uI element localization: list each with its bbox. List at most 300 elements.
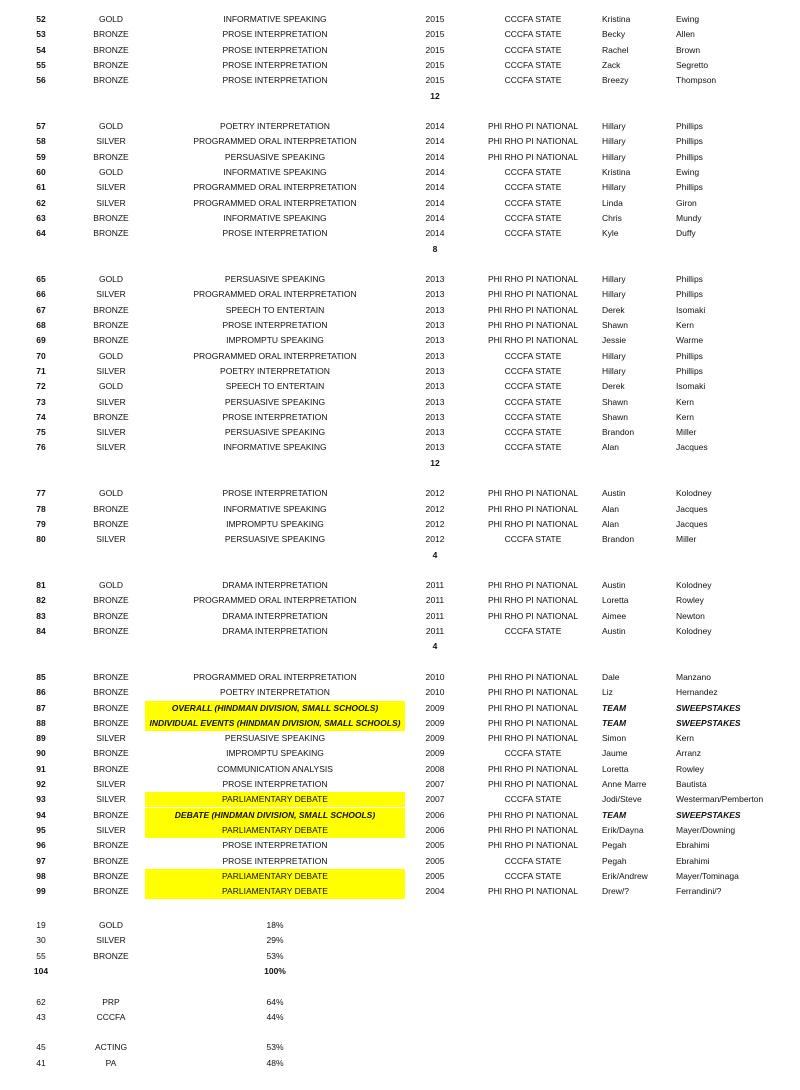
row-number: 92 xyxy=(36,779,46,789)
year-cell: 2013 xyxy=(425,289,445,300)
year-cell: 2013 xyxy=(425,320,445,330)
table-row xyxy=(0,165,800,180)
row-number: 66 xyxy=(36,289,46,300)
summary-percent: 18% xyxy=(266,920,284,930)
first-name-cell: Rachel xyxy=(602,44,629,55)
last-name-cell: Kern xyxy=(676,320,694,330)
year-cell: 2013 xyxy=(425,335,445,346)
first-name-cell: Kyle xyxy=(602,228,619,239)
table-row xyxy=(0,869,800,884)
summary-label: BRONZE xyxy=(93,950,129,961)
first-name-cell: Liz xyxy=(602,687,613,698)
competition-cell: CCCFA STATE xyxy=(504,855,562,866)
medal-cell: BRONZE xyxy=(93,809,129,820)
group-subtotal: 12 xyxy=(430,457,440,468)
first-name-cell: Alan xyxy=(602,518,620,529)
last-name-cell: Phillips xyxy=(676,136,703,147)
competition-cell: PHI RHO PI NATIONAL xyxy=(487,274,579,285)
row-number: 83 xyxy=(36,610,46,621)
competition-cell: CCCFA STATE xyxy=(504,44,562,55)
competition-cell: CCCFA STATE xyxy=(504,427,562,438)
competition-cell: CCCFA STATE xyxy=(504,75,562,86)
table-row xyxy=(0,364,800,379)
event-cell: POETRY INTERPRETATION xyxy=(220,687,330,698)
last-name-cell: Rowley xyxy=(676,763,704,774)
year-cell: 2011 xyxy=(425,580,445,591)
summary-label: CCCFA xyxy=(96,1011,126,1022)
last-name-cell: Segretto xyxy=(676,59,709,70)
table-row xyxy=(0,303,800,318)
first-name-cell: Pegah xyxy=(602,855,627,866)
competition-cell: PHI RHO PI NATIONAL xyxy=(487,717,579,728)
competition-cell: CCCFA STATE xyxy=(504,29,562,40)
summary-label: PA xyxy=(105,1057,117,1068)
row-number: 80 xyxy=(36,534,46,545)
row-number: 89 xyxy=(36,733,46,744)
first-name-cell: Linda xyxy=(602,197,623,208)
year-cell: 2010 xyxy=(425,671,445,682)
event-cell: INFORMATIVE SPEAKING xyxy=(223,167,327,177)
last-name-cell: Isomaki xyxy=(676,304,706,315)
medal-cell: SILVER xyxy=(96,442,126,453)
medal-cell: GOLD xyxy=(98,14,124,24)
summary-row xyxy=(0,964,800,979)
medal-cell: BRONZE xyxy=(93,671,129,682)
last-name-cell: SWEEPSTAKES xyxy=(676,809,741,820)
medal-cell: BRONZE xyxy=(93,29,129,40)
table-row xyxy=(0,333,800,348)
row-number: 79 xyxy=(36,518,46,529)
event-cell: SPEECH TO ENTERTAIN xyxy=(225,381,325,392)
medal-cell: SILVER xyxy=(96,289,126,300)
competition-cell: CCCFA STATE xyxy=(504,411,562,422)
first-name-cell: Erik/Andrew xyxy=(602,870,648,881)
event-cell: INDIVIDUAL EVENTS (HINDMAN DIVISION, SMALL SCHOOLS) xyxy=(145,716,405,731)
event-cell: PERSUASIVE SPEAKING xyxy=(224,396,326,407)
table-row xyxy=(0,395,800,410)
table-row xyxy=(0,670,800,685)
year-cell: 2014 xyxy=(425,136,445,147)
summary-count: 43 xyxy=(36,1011,46,1022)
competition-cell: CCCFA STATE xyxy=(504,794,562,805)
summary-percent: 64% xyxy=(266,996,284,1007)
competition-cell: PHI RHO PI NATIONAL xyxy=(487,687,579,698)
event-cell: PROGRAMMED ORAL INTERPRETATION xyxy=(193,197,357,208)
competition-cell: PHI RHO PI NATIONAL xyxy=(487,335,579,346)
table-row xyxy=(0,716,800,731)
first-name-cell: Jodi/Steve xyxy=(602,794,642,805)
year-cell: 2015 xyxy=(425,75,445,86)
event-cell: INFORMATIVE SPEAKING xyxy=(223,14,327,24)
table-row xyxy=(0,731,800,746)
event-cell: PROGRAMMED ORAL INTERPRETATION xyxy=(193,350,357,361)
competition-cell: PHI RHO PI NATIONAL xyxy=(487,151,579,162)
table-row xyxy=(0,180,800,195)
summary-count: 19 xyxy=(36,920,46,930)
year-cell: 2004 xyxy=(425,886,445,897)
row-number: 76 xyxy=(36,442,46,453)
event-cell: PROGRAMMED ORAL INTERPRETATION xyxy=(193,595,357,606)
medal-cell: SILVER xyxy=(96,396,126,407)
medal-cell: BRONZE xyxy=(93,75,129,86)
last-name-cell: Warme xyxy=(676,335,704,346)
last-name-cell: Miller xyxy=(676,534,697,545)
medal-cell: BRONZE xyxy=(93,304,129,315)
row-number: 71 xyxy=(36,365,46,376)
summary-percent: 48% xyxy=(266,1057,284,1068)
medal-cell: BRONZE xyxy=(93,717,129,728)
medal-cell: GOLD xyxy=(98,121,124,132)
competition-cell: PHI RHO PI NATIONAL xyxy=(487,304,579,315)
last-name-cell: Rowley xyxy=(676,595,704,606)
competition-cell: CCCFA STATE xyxy=(504,381,562,392)
competition-cell: CCCFA STATE xyxy=(504,167,562,177)
table-row xyxy=(0,318,800,333)
event-cell: PERSUASIVE SPEAKING xyxy=(224,534,326,545)
year-cell: 2007 xyxy=(425,779,445,789)
row-number: 73 xyxy=(36,396,46,407)
year-cell: 2011 xyxy=(425,626,445,636)
row-number: 62 xyxy=(36,197,46,208)
competition-cell: PHI RHO PI NATIONAL xyxy=(487,763,579,774)
competition-cell: CCCFA STATE xyxy=(504,197,562,208)
table-row xyxy=(0,349,800,364)
medal-cell: SILVER xyxy=(96,427,126,438)
row-number: 63 xyxy=(36,212,46,223)
row-number: 55 xyxy=(36,59,46,70)
row-number: 82 xyxy=(36,595,46,606)
competition-cell: PHI RHO PI NATIONAL xyxy=(487,488,579,499)
summary-row xyxy=(0,1040,800,1055)
medal-cell: BRONZE xyxy=(93,411,129,422)
summary-count: 62 xyxy=(36,996,46,1007)
event-cell: PARLIAMENTARY DEBATE xyxy=(145,792,405,807)
event-cell: IMPROMPTU SPEAKING xyxy=(226,748,324,759)
first-name-cell: Dale xyxy=(602,671,620,682)
last-name-cell: Phillips xyxy=(676,350,703,361)
row-number: 70 xyxy=(36,350,46,361)
year-cell: 2013 xyxy=(425,396,445,407)
table-row xyxy=(0,502,800,517)
last-name-cell: Ebrahimi xyxy=(676,840,710,851)
row-number: 81 xyxy=(36,580,46,591)
year-cell: 2005 xyxy=(425,870,445,881)
summary-count: 41 xyxy=(36,1057,46,1068)
year-cell: 2012 xyxy=(425,518,445,529)
year-cell: 2015 xyxy=(425,14,445,24)
last-name-cell: Ewing xyxy=(676,167,700,177)
table-row xyxy=(0,287,800,302)
first-name-cell: Brandon xyxy=(602,427,635,438)
first-name-cell: TEAM xyxy=(602,717,627,728)
summary-count: 55 xyxy=(36,950,46,961)
medal-cell: SILVER xyxy=(96,365,126,376)
medal-cell: BRONZE xyxy=(93,840,129,851)
competition-cell: PHI RHO PI NATIONAL xyxy=(487,886,579,897)
last-name-cell: Mayer/Downing xyxy=(676,824,736,835)
summary-percent: 100% xyxy=(264,965,286,976)
summary-row xyxy=(0,995,800,1010)
event-cell: PROSE INTERPRETATION xyxy=(222,228,328,239)
table-row xyxy=(0,685,800,700)
competition-cell: PHI RHO PI NATIONAL xyxy=(487,824,579,835)
competition-cell: CCCFA STATE xyxy=(504,212,562,223)
summary-label: ACTING xyxy=(94,1042,128,1053)
summary-percent: 44% xyxy=(266,1011,284,1022)
year-cell: 2005 xyxy=(425,840,445,851)
row-number: 72 xyxy=(36,381,46,392)
group-subtotal: 4 xyxy=(432,641,438,652)
year-cell: 2013 xyxy=(425,427,445,438)
year-cell: 2013 xyxy=(425,381,445,392)
year-cell: 2013 xyxy=(425,442,445,453)
medal-cell: SILVER xyxy=(96,824,126,835)
event-cell: POETRY INTERPRETATION xyxy=(220,121,330,132)
summary-row xyxy=(0,918,800,933)
row-number: 65 xyxy=(36,274,46,285)
last-name-cell: Ebrahimi xyxy=(676,855,710,866)
competition-cell: CCCFA STATE xyxy=(504,59,562,70)
event-cell: PROSE INTERPRETATION xyxy=(222,75,328,86)
last-name-cell: SWEEPSTAKES xyxy=(676,717,741,728)
first-name-cell: Brandon xyxy=(602,534,635,545)
competition-cell: PHI RHO PI NATIONAL xyxy=(487,733,579,744)
competition-cell: CCCFA STATE xyxy=(504,396,562,407)
last-name-cell: Kern xyxy=(676,396,694,407)
first-name-cell: Becky xyxy=(602,29,626,40)
first-name-cell: Pegah xyxy=(602,840,627,851)
table-row xyxy=(0,593,800,608)
table-row xyxy=(0,854,800,869)
year-cell: 2007 xyxy=(425,794,445,805)
table-row xyxy=(0,58,800,73)
first-name-cell: Austin xyxy=(602,488,626,499)
table-row xyxy=(0,119,800,134)
table-row xyxy=(0,808,800,823)
last-name-cell: Bautista xyxy=(676,779,707,789)
event-cell: PARLIAMENTARY DEBATE xyxy=(145,823,405,838)
last-name-cell: Ferrandini/? xyxy=(676,886,722,897)
competition-cell: PHI RHO PI NATIONAL xyxy=(487,518,579,529)
table-row xyxy=(0,624,800,639)
table-row xyxy=(0,762,800,777)
first-name-cell: Derek xyxy=(602,381,625,392)
event-cell: PROSE INTERPRETATION xyxy=(222,779,328,789)
event-cell: PROSE INTERPRETATION xyxy=(222,411,328,422)
year-cell: 2014 xyxy=(425,167,445,177)
row-number: 56 xyxy=(36,75,46,86)
last-name-cell: Mundy xyxy=(676,212,702,223)
first-name-cell: Hillary xyxy=(602,182,626,193)
row-number: 78 xyxy=(36,503,46,514)
competition-cell: PHI RHO PI NATIONAL xyxy=(487,289,579,300)
event-cell: INFORMATIVE SPEAKING xyxy=(223,212,327,223)
last-name-cell: Brown xyxy=(676,44,701,55)
summary-label: SILVER xyxy=(96,935,126,946)
row-number: 75 xyxy=(36,427,46,438)
year-cell: 2010 xyxy=(425,687,445,698)
first-name-cell: Aimee xyxy=(602,610,627,621)
last-name-cell: Kern xyxy=(676,411,694,422)
year-cell: 2011 xyxy=(425,610,445,621)
event-cell: PERSUASIVE SPEAKING xyxy=(224,151,326,162)
medal-cell: BRONZE xyxy=(93,610,129,621)
medal-cell: BRONZE xyxy=(93,595,129,606)
first-name-cell: Loretta xyxy=(602,763,629,774)
first-name-cell: Kristina xyxy=(602,14,631,24)
summary-row xyxy=(0,1010,800,1025)
medal-cell: BRONZE xyxy=(93,748,129,759)
summary-label: GOLD xyxy=(98,920,124,930)
summary-row xyxy=(0,933,800,948)
year-cell: 2013 xyxy=(425,365,445,376)
row-number: 58 xyxy=(36,136,46,147)
table-row xyxy=(0,150,800,165)
table-row xyxy=(0,425,800,440)
medal-cell: BRONZE xyxy=(93,320,129,330)
year-cell: 2005 xyxy=(425,855,445,866)
event-cell: IMPROMPTU SPEAKING xyxy=(226,335,324,346)
medal-cell: BRONZE xyxy=(93,687,129,698)
first-name-cell: Hillary xyxy=(602,121,626,132)
event-cell: PARLIAMENTARY DEBATE xyxy=(145,869,405,884)
medal-cell: BRONZE xyxy=(93,763,129,774)
event-cell: PROSE INTERPRETATION xyxy=(222,59,328,70)
first-name-cell: Hillary xyxy=(602,289,626,300)
table-row xyxy=(0,532,800,547)
row-number: 57 xyxy=(36,121,46,132)
event-cell: PERSUASIVE SPEAKING xyxy=(224,427,326,438)
table-row xyxy=(0,823,800,838)
row-number: 96 xyxy=(36,840,46,851)
row-number: 61 xyxy=(36,182,46,193)
medal-cell: SILVER xyxy=(96,197,126,208)
first-name-cell: Hillary xyxy=(602,274,626,285)
first-name-cell: Shawn xyxy=(602,396,628,407)
medal-cell: BRONZE xyxy=(93,212,129,223)
event-cell: OVERALL (HINDMAN DIVISION, SMALL SCHOOLS) xyxy=(145,701,405,716)
last-name-cell: Phillips xyxy=(676,289,703,300)
medal-cell: GOLD xyxy=(98,167,124,177)
last-name-cell: Kern xyxy=(676,733,694,744)
first-name-cell: Jessie xyxy=(602,335,627,346)
year-cell: 2015 xyxy=(425,44,445,55)
competition-cell: PHI RHO PI NATIONAL xyxy=(487,610,579,621)
competition-cell: PHI RHO PI NATIONAL xyxy=(487,136,579,147)
first-name-cell: Breezy xyxy=(602,75,629,86)
medal-cell: GOLD xyxy=(98,488,124,499)
first-name-cell: Erik/Dayna xyxy=(602,824,644,835)
year-cell: 2015 xyxy=(425,29,445,40)
table-row xyxy=(0,196,800,211)
last-name-cell: Hernandez xyxy=(676,687,718,698)
last-name-cell: Westerman/Pemberton xyxy=(676,794,764,805)
row-number: 94 xyxy=(36,809,46,820)
competition-cell: CCCFA STATE xyxy=(504,870,562,881)
medal-cell: SILVER xyxy=(96,182,126,193)
summary-label: PRP xyxy=(102,996,120,1007)
table-row xyxy=(0,884,800,899)
year-cell: 2006 xyxy=(425,809,445,820)
year-cell: 2014 xyxy=(425,182,445,193)
row-number: 53 xyxy=(36,29,46,40)
competition-cell: CCCFA STATE xyxy=(504,228,562,239)
table-row xyxy=(0,609,800,624)
year-cell: 2015 xyxy=(425,59,445,70)
last-name-cell: Isomaki xyxy=(676,381,706,392)
row-number: 60 xyxy=(36,167,46,177)
last-name-cell: Duffy xyxy=(676,228,696,239)
row-number: 90 xyxy=(36,748,46,759)
competition-cell: PHI RHO PI NATIONAL xyxy=(487,779,579,789)
last-name-cell: Kolodney xyxy=(676,580,712,591)
medal-cell: BRONZE xyxy=(93,855,129,866)
medal-cell: BRONZE xyxy=(93,518,129,529)
table-row xyxy=(0,486,800,501)
table-row xyxy=(0,379,800,394)
row-number: 67 xyxy=(36,304,46,315)
year-cell: 2011 xyxy=(425,595,445,606)
first-name-cell: Jaume xyxy=(602,748,628,759)
year-cell: 2014 xyxy=(425,197,445,208)
last-name-cell: Jacques xyxy=(676,503,708,514)
medal-cell: SILVER xyxy=(96,534,126,545)
competition-cell: CCCFA STATE xyxy=(504,748,562,759)
group-subtotal: 8 xyxy=(432,243,438,254)
last-name-cell: Jacques xyxy=(676,518,708,529)
medal-cell: GOLD xyxy=(98,381,124,392)
row-number: 74 xyxy=(36,411,46,422)
last-name-cell: Jacques xyxy=(676,442,708,453)
competition-cell: CCCFA STATE xyxy=(504,350,562,361)
medal-cell: BRONZE xyxy=(93,335,129,346)
medal-cell: BRONZE xyxy=(93,702,129,713)
year-cell: 2009 xyxy=(425,702,445,713)
event-cell: PROGRAMMED ORAL INTERPRETATION xyxy=(193,182,357,193)
medal-cell: BRONZE xyxy=(93,44,129,55)
year-cell: 2012 xyxy=(425,503,445,514)
event-cell: PERSUASIVE SPEAKING xyxy=(224,274,326,285)
competition-cell: CCCFA STATE xyxy=(504,365,562,376)
event-cell: INFORMATIVE SPEAKING xyxy=(223,442,327,453)
table-row xyxy=(0,701,800,716)
year-cell: 2014 xyxy=(425,121,445,132)
year-cell: 2014 xyxy=(425,212,445,223)
medal-cell: SILVER xyxy=(96,136,126,147)
group-subtotal: 4 xyxy=(432,549,438,560)
last-name-cell: Phillips xyxy=(676,182,703,193)
competition-cell: PHI RHO PI NATIONAL xyxy=(487,503,579,514)
last-name-cell: Allen xyxy=(676,29,695,40)
first-name-cell: Hillary xyxy=(602,350,626,361)
row-number: 54 xyxy=(36,44,46,55)
table-row xyxy=(0,73,800,88)
event-cell: IMPROMPTU SPEAKING xyxy=(226,518,324,529)
last-name-cell: Thompson xyxy=(676,75,717,86)
summary-row xyxy=(0,949,800,964)
row-number: 85 xyxy=(36,671,46,682)
first-name-cell: Kristina xyxy=(602,167,631,177)
last-name-cell: Manzano xyxy=(676,671,711,682)
year-cell: 2009 xyxy=(425,748,445,759)
table-row xyxy=(0,27,800,42)
first-name-cell: Alan xyxy=(602,503,620,514)
summary-count: 45 xyxy=(36,1042,46,1053)
first-name-cell: Hillary xyxy=(602,365,626,376)
first-name-cell: TEAM xyxy=(602,809,627,820)
last-name-cell: Miller xyxy=(676,427,697,438)
year-cell: 2014 xyxy=(425,151,445,162)
